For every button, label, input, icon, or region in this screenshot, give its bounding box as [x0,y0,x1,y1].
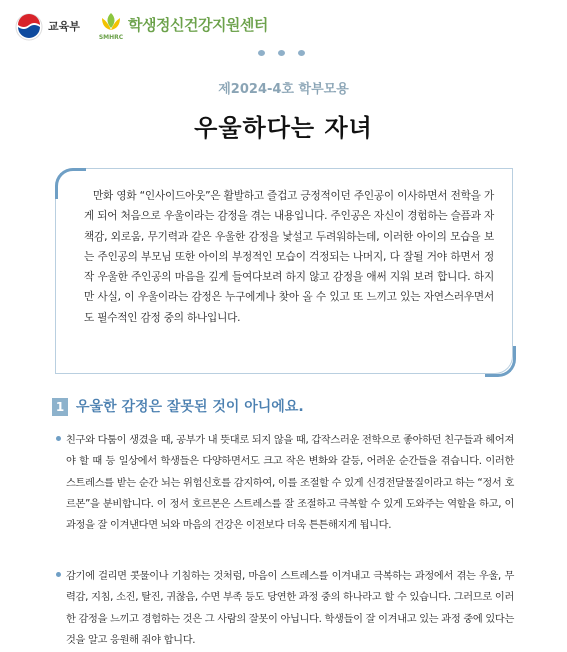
issue-label: 제2024-4호 학부모용 [218,82,349,97]
center-logo-icon [96,10,126,42]
ministry-label: 교육부 [48,20,80,33]
ministry-emblem-icon [14,12,44,42]
dot-icon [298,50,305,56]
bullet-icon [56,436,61,441]
box-corner-accent [485,346,516,377]
bullet-icon [56,572,61,577]
header [0,0,567,58]
dot-icon [258,50,265,56]
center-name: 학생정신건강지원센터 [128,16,268,34]
section-number: 1 [52,398,68,416]
decorative-dots [258,50,314,58]
list-item-text: 친구와 다툼이 생겼을 때, 공부가 내 뜻대로 되지 않을 때, 갑작스러운 전학으로 좋아하던 친구들과 헤어져야 할 때 등 일상에서 학생들은 다양하면서도 크고 작은 변화와 갈등, 어려운 순간들을 겪습니다. 이러한 스트레스를 받는 순간 뇌는 위험신호를 감지하여, 이를 조절할 수 있게 신경전달물질이라고 하는 “정서 호르몬”을 분비합니다. 이 정서 호르몬은 스트레스를 잘 조절하고 극복할 수 있게 도와주는 역할을 하고, 이 과정을 잘 이겨낸다면 뇌와 마음의 건강은 이전보다 더욱 튼튼해지게 됩니다. [66,435,514,532]
box-corner-accent [55,168,86,199]
intro-text: 만화 영화 “인사이드아웃”은 활발하고 즐겁고 긍정적이던 주인공이 이사하면서 전학을 가게 되어 처음으로 우울이라는 감정을 겪는 내용입니다. 주인공은 자신이 경험하는 슬픔과 자책감, 외로움, 무기력과 같은 우울한 감정을 낯설고 두려워하는데, 이러한 아이의 모습을 보는 주인공의 부모님 또한 아이의 부정적인 모습이 걱정되는 나머지, 다 잘될 거야 하면서 정작 우울한 주인공의 마음을 깊게 들여다보려 하지 않고 감정을 애써 지워 보려 합니다. 하지만 사실, 이 우울이라는 감정은 누구에게나 찾아 올 수 있고 또 느끼고 있는 자연스러우면서도 필수적인 감정 중의 하나입니다. [84,190,494,324]
center-logo-text: SMHRC [98,34,124,41]
list-item-text: 감기에 걸리면 콧물이나 기침하는 것처럼, 마음이 스트레스를 이겨내고 극복하는 과정에서 겪는 우울, 무력감, 지침, 소진, 탈진, 귀찮음, 수면 부족 등도 당연한 과정 중의 하나라고 할 수 있습니다. 그러므로 이러한 감정을 느끼고 경험하는 것은 그 사람의 잘못이 아닙니다. 학생들이 잘 이겨내고 있는 과정 중에 있다는 것을 알고 응원해 줘야 합니다. [66,571,514,646]
section-title: 우울한 감정은 잘못된 것이 아니에요. [76,399,304,415]
page-title: 우울하다는 자녀 [194,114,373,142]
dot-icon [278,50,285,56]
